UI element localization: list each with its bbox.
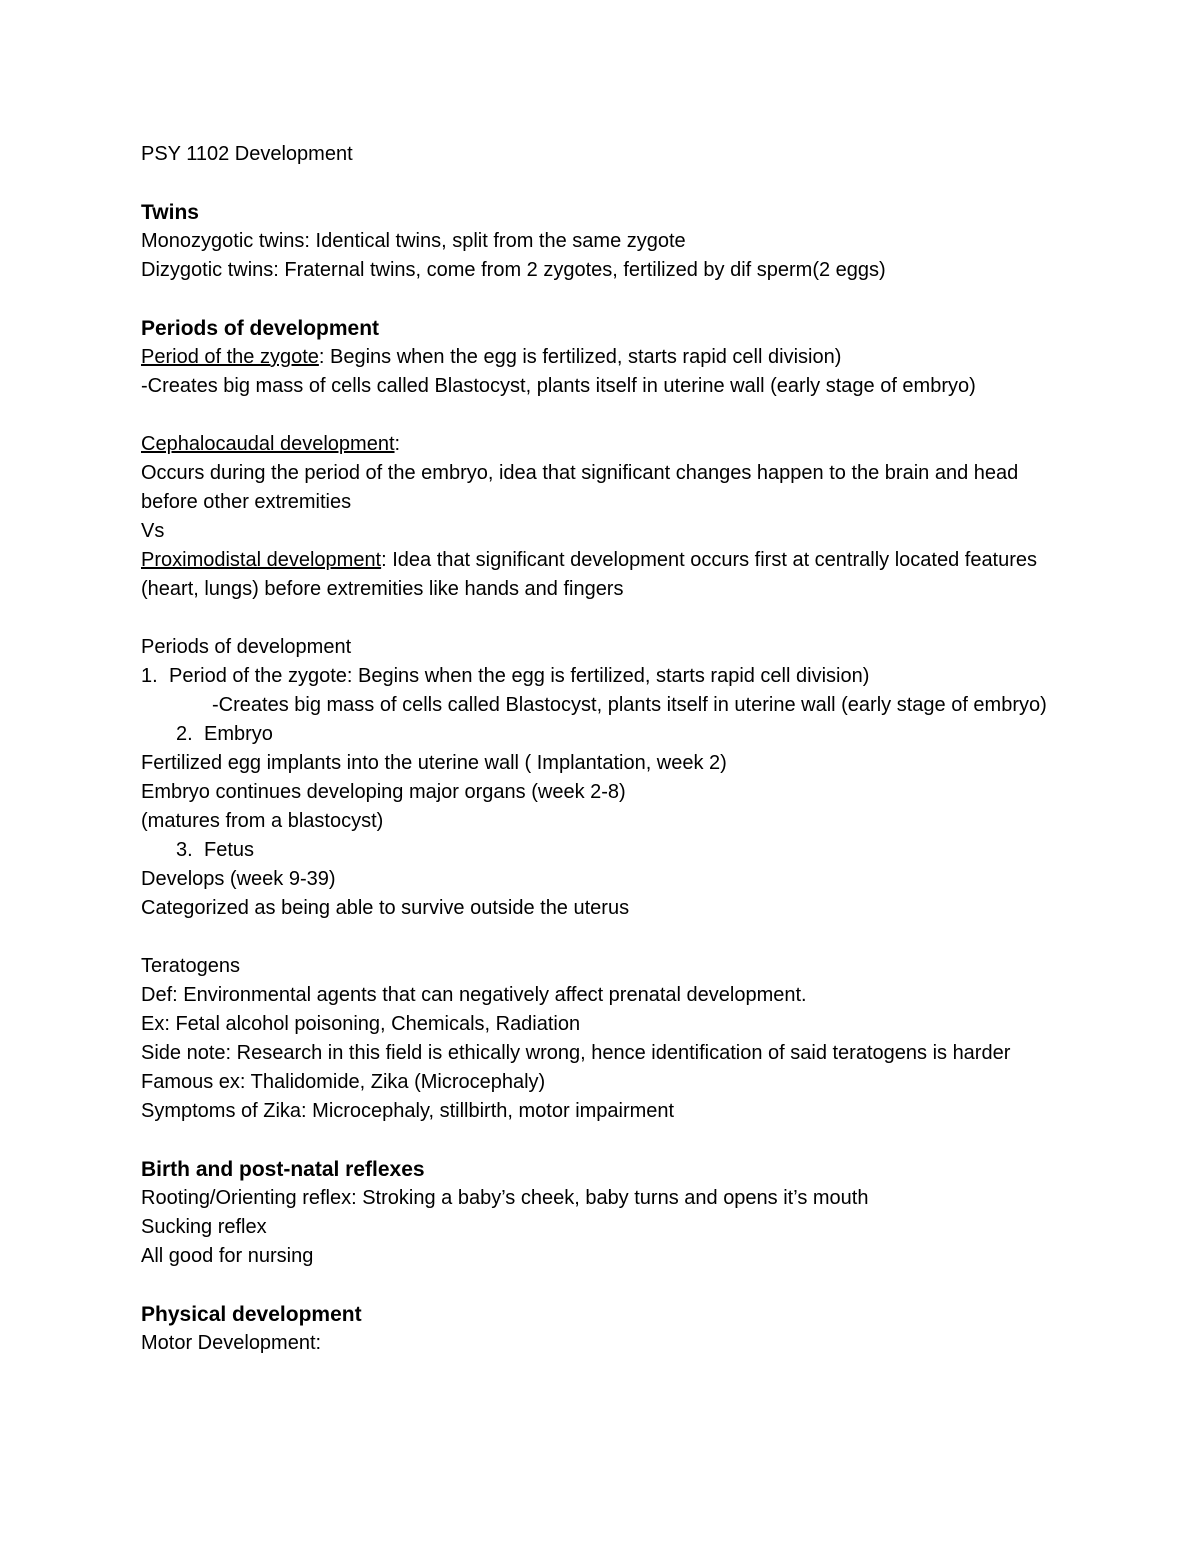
twins-line-monozygotic: Monozygotic twins: Identical twins, split from the same zygote <box>141 230 686 252</box>
proximodistal-term: Proximodistal development <box>141 549 382 571</box>
zygote-sub-text: -Creates big mass of cells called Blastocyst, plants itself in uterine wall (early stage of embryo) <box>212 694 1047 716</box>
teratogens-line: Symptoms of Zika: Microcephaly, stillbirth, motor impairment <box>141 1100 675 1122</box>
spacer <box>141 923 1051 952</box>
embryo-line: Fertilized egg implants into the uterine wall ( Implantation, week 2) <box>141 752 727 774</box>
spacer <box>141 401 1051 430</box>
cephalocaudal-colon: : <box>394 433 401 455</box>
birth-line: All good for nursing <box>141 1245 314 1267</box>
cephalocaudal-term-line <box>141 430 1051 459</box>
proximodistal-paragraph <box>141 546 1051 604</box>
list-number: 3. <box>176 839 193 861</box>
spacer <box>141 604 1051 633</box>
list-item-zygote <box>141 662 1051 691</box>
teratogens-line: Side note: Research in this field is ethically wrong, hence identification of said teratogens is harder <box>141 1042 1011 1064</box>
list-item-text: Fetus <box>204 839 255 861</box>
document-page <box>141 140 1051 1358</box>
birth-line: Rooting/Orienting reflex: Stroking a baby’s cheek, baby turns and opens it’s mouth <box>141 1187 869 1209</box>
teratogens-heading: Teratogens <box>141 955 240 977</box>
physical-heading: Physical development <box>141 1303 362 1326</box>
spacer <box>141 1126 1051 1155</box>
embryo-line: (matures from a blastocyst) <box>141 810 384 832</box>
list-item-fetus <box>141 836 1051 865</box>
list-item-embryo <box>141 720 1051 749</box>
fetus-line: Categorized as being able to survive outside the uterus <box>141 897 630 919</box>
cephalocaudal-definition: Occurs during the period of the embryo, idea that significant changes happen to the brain and head before other extremities <box>141 462 1019 513</box>
zygote-line <box>141 343 1051 372</box>
birth-heading: Birth and post-natal reflexes <box>141 1158 425 1181</box>
teratogens-line: Def: Environmental agents that can negatively affect prenatal development. <box>141 984 807 1006</box>
list-item-text: Embryo <box>204 723 273 745</box>
embryo-line: Embryo continues developing major organs (week 2-8) <box>141 781 626 803</box>
document-title: PSY 1102 Development <box>141 143 353 165</box>
proximodistal-definition: : Idea that significant development occurs first at centrally located features (heart, lungs) before extremities like hands and fingers <box>141 549 1038 600</box>
fetus-line: Develops (week 9-39) <box>141 868 336 890</box>
spacer <box>141 1271 1051 1300</box>
teratogens-line: Famous ex: Thalidomide, Zika (Microcephaly) <box>141 1071 546 1093</box>
vs-text: Vs <box>141 520 165 542</box>
list-number: 1. <box>141 665 158 687</box>
physical-line: Motor Development: <box>141 1332 322 1354</box>
spacer <box>141 285 1051 314</box>
spacer <box>141 169 1051 198</box>
list-item-text: Period of the zygote: Begins when the egg is fertilized, starts rapid cell division) <box>169 665 870 687</box>
zygote-term: Period of the zygote <box>141 346 319 368</box>
twins-heading: Twins <box>141 201 199 224</box>
cephalocaudal-term: Cephalocaudal development <box>141 433 395 455</box>
periods-heading: Periods of development <box>141 317 380 340</box>
blastocyst-line: -Creates big mass of cells called Blastocyst, plants itself in uterine wall (early stage of embryo) <box>141 375 976 397</box>
birth-line: Sucking reflex <box>141 1216 267 1238</box>
zygote-definition: : Begins when the egg is fertilized, starts rapid cell division) <box>318 346 842 368</box>
periods-list-heading: Periods of development <box>141 636 352 658</box>
list-number: 2. <box>176 723 193 745</box>
twins-line-dizygotic: Dizygotic twins: Fraternal twins, come from 2 zygotes, fertilized by dif sperm(2 eggs) <box>141 259 886 281</box>
teratogens-line: Ex: Fetal alcohol poisoning, Chemicals, Radiation <box>141 1013 581 1035</box>
